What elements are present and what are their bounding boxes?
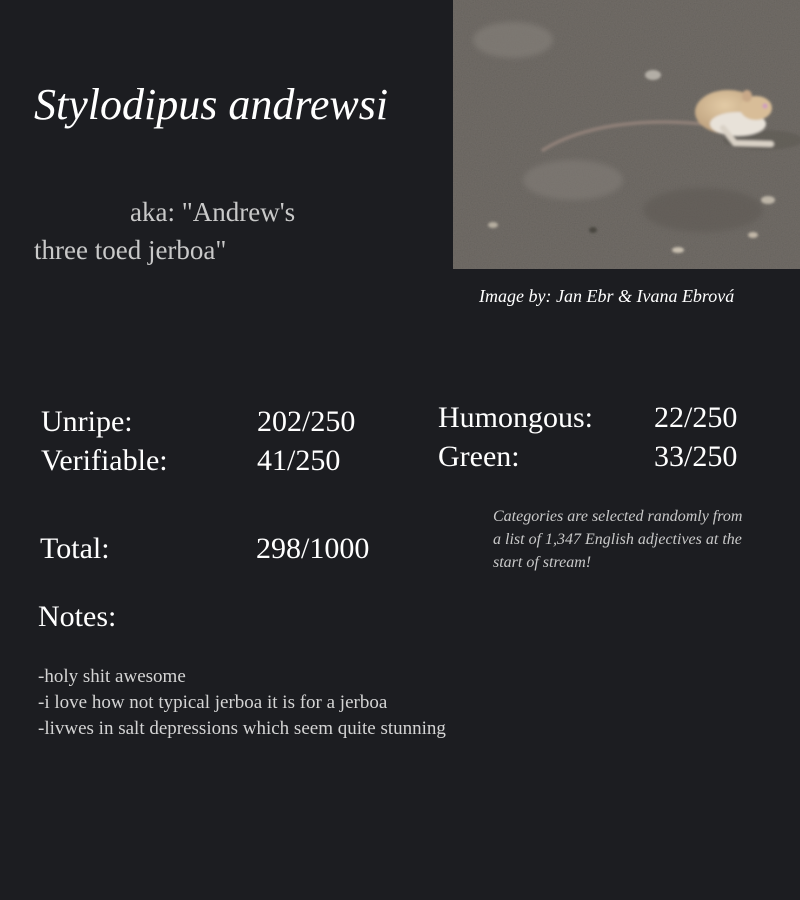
score-value-unripe: 202/250 [257,405,356,438]
score-label-verifiable: Verifiable: [41,444,168,477]
total-label: Total: [40,532,110,565]
notes-list [38,664,758,742]
species-title: Stylodipus andrewsi [34,80,389,129]
jerboa-photo [453,0,800,269]
note-item: -i love how not typical jerboa it is for a jerboa [38,692,388,713]
photo-credit: Image by: Jan Ebr & Ivana Ebrová [479,286,735,306]
categories-note: Categories are selected randomly from a list of 1,347 English adjectives at the start of stream! [493,508,743,571]
notes-heading: Notes: [38,600,117,633]
score-value-green: 33/250 [654,440,738,473]
common-name: aka: "Andrew's three toed jerboa" [34,197,296,265]
total-value: 298/1000 [256,532,370,565]
score-label-unripe: Unripe: [41,405,133,438]
score-value-humongous: 22/250 [654,401,738,434]
note-item: -holy shit awesome [38,666,186,687]
note-item: -livwes in salt depressions which seem quite stunning [38,718,446,739]
score-label-green: Green: [438,440,520,473]
score-label-humongous: Humongous: [438,401,594,434]
score-value-verifiable: 41/250 [257,444,341,477]
